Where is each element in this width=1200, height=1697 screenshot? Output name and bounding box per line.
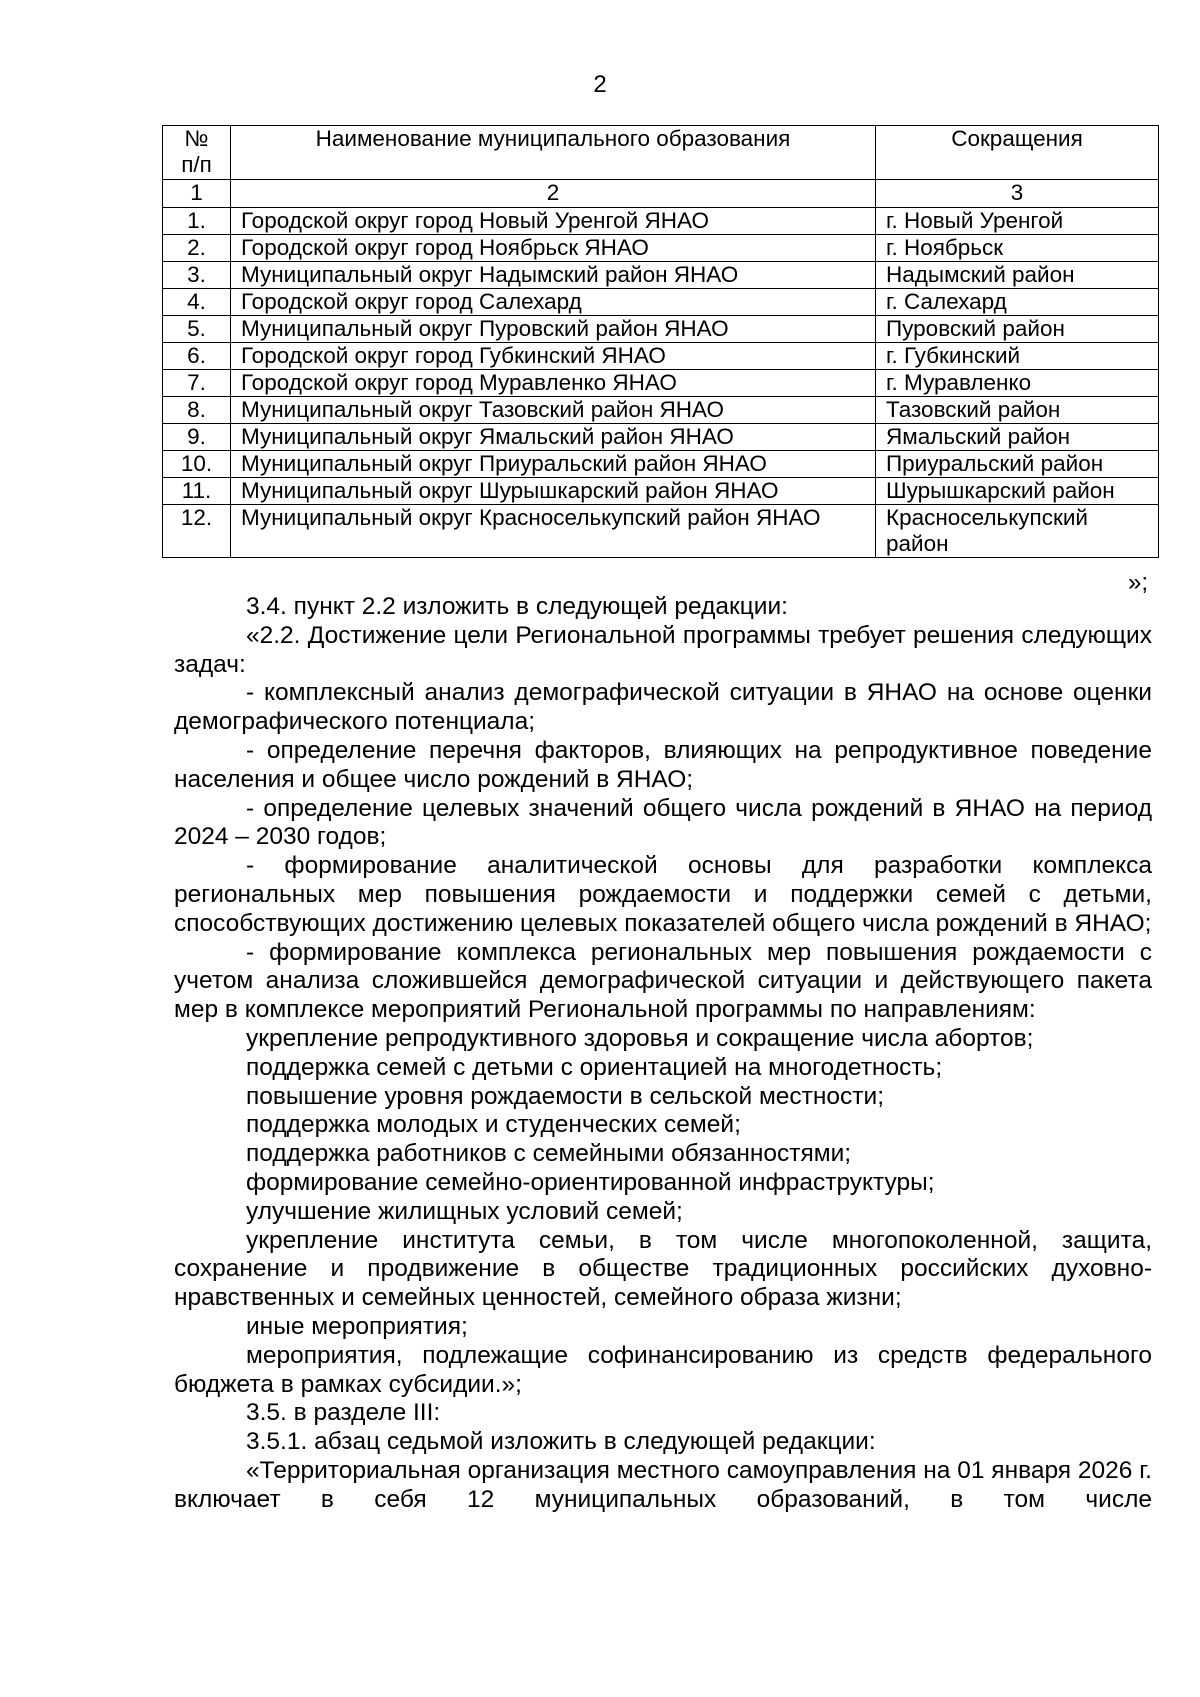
paragraph: - комплексный анализ демографической ситуации в ЯНАО на основе оценки демографического потенциала; xyxy=(174,679,1152,736)
municipalities-table xyxy=(162,125,1159,558)
row-name: Городской округ город Новый Уренгой ЯНАО xyxy=(231,208,876,235)
table-row xyxy=(163,370,1159,397)
index-cell: 1 xyxy=(163,180,231,208)
row-number: 4. xyxy=(163,289,231,316)
paragraph: - формирование комплекса региональных мер повышения рождаемости с учетом анализа сложившейся демографической ситуации и действующего пакета мер в комплексе мероприятий Региональной программы по направлениям: xyxy=(174,938,1152,1024)
row-abbreviation: Красноселькупский район xyxy=(876,505,1159,558)
table-row xyxy=(163,289,1159,316)
row-number: 3. xyxy=(163,262,231,289)
list-item: мероприятия, подлежащие софинансированию из средств федерального бюджета в рамках субсидии.»; xyxy=(174,1341,1152,1398)
list-item: укрепление института семьи, в том числе многопоколенной, защита, сохранение и продвижение в обществе традиционных российских духовно-нравственных и семейных ценностей, семейного образа жизни; xyxy=(174,1226,1152,1312)
row-name: Муниципальный округ Надымский район ЯНАО xyxy=(231,262,876,289)
list-item: поддержка работников с семейными обязанностями; xyxy=(246,1140,852,1168)
row-number: 11. xyxy=(163,478,231,505)
row-name: Муниципальный округ Красноселькупский район ЯНАО xyxy=(231,505,876,558)
row-number: 12. xyxy=(163,505,231,558)
list-item: иные мероприятия; xyxy=(246,1312,468,1340)
row-number: 8. xyxy=(163,397,231,424)
table-row xyxy=(163,424,1159,451)
row-number: 5. xyxy=(163,316,231,343)
row-abbreviation: Пуровский район xyxy=(876,316,1159,343)
list-item: поддержка семей с детьми с ориентацией на многодетность; xyxy=(246,1053,943,1081)
page-number: 2 xyxy=(593,71,607,98)
paragraph: - определение целевых значений общего числа рождений в ЯНАО на период 2024 – 2030 годов; xyxy=(174,794,1152,851)
table-header-row xyxy=(163,126,1159,180)
row-abbreviation: Тазовский район xyxy=(876,397,1159,424)
table-row xyxy=(163,478,1159,505)
header-number-line-1: № xyxy=(184,126,209,151)
row-name: Муниципальный округ Тазовский район ЯНАО xyxy=(231,397,876,424)
row-number: 1. xyxy=(163,208,231,235)
paragraph: - определение перечня факторов, влияющих на репродуктивное поведение населения и общее число рождений в ЯНАО; xyxy=(174,736,1152,793)
table-index-row xyxy=(163,180,1159,208)
table-row xyxy=(163,451,1159,478)
index-cell: 2 xyxy=(231,180,876,208)
row-name: Муниципальный округ Ямальский район ЯНАО xyxy=(231,424,876,451)
row-name: Городской округ город Губкинский ЯНАО xyxy=(231,343,876,370)
paragraph: 3.5. в разделе III: xyxy=(246,1399,441,1427)
table-row xyxy=(163,235,1159,262)
row-number: 2. xyxy=(163,235,231,262)
row-name: Муниципальный округ Пуровский район ЯНАО xyxy=(231,316,876,343)
paragraph: 3.5.1. абзац седьмой изложить в следующей редакции: xyxy=(246,1428,876,1456)
header-number-line-2: п/п xyxy=(181,152,212,177)
table-row xyxy=(163,397,1159,424)
row-abbreviation: г. Ноябрьск xyxy=(876,235,1159,262)
row-name: Городской округ город Салехард xyxy=(231,289,876,316)
row-number: 9. xyxy=(163,424,231,451)
header-name: Наименование муниципального образования xyxy=(231,126,876,180)
list-item: улучшение жилищных условий семей; xyxy=(246,1197,683,1225)
row-abbreviation: г. Салехард xyxy=(876,289,1159,316)
row-abbreviation: г. Губкинский xyxy=(876,343,1159,370)
row-abbreviation: Приуральский район xyxy=(876,451,1159,478)
row-abbreviation: г. Муравленко xyxy=(876,370,1159,397)
paragraph: - формирование аналитической основы для разработки комплекса региональных мер повышения рождаемости и поддержки семей с детьми, способствующих достижению целевых показателей общего числа рождений в ЯНАО; xyxy=(174,852,1152,937)
row-name: Муниципальный округ Приуральский район ЯНАО xyxy=(231,451,876,478)
table-row xyxy=(163,208,1159,235)
document-body xyxy=(174,593,1152,1515)
list-item: поддержка молодых и студенческих семей; xyxy=(246,1111,741,1139)
header-abbreviation: Сокращения xyxy=(876,126,1159,180)
paragraph: «2.2. Достижение цели Региональной программы требует решения следующих задач: xyxy=(174,621,1152,678)
table-row xyxy=(163,316,1159,343)
list-item: повышение уровня рождаемости в сельской местности; xyxy=(246,1082,885,1110)
header-number xyxy=(163,126,231,180)
table-row xyxy=(163,505,1159,558)
row-number: 6. xyxy=(163,343,231,370)
row-abbreviation: г. Новый Уренгой xyxy=(876,208,1159,235)
index-cell: 3 xyxy=(876,180,1159,208)
list-item: формирование семейно-ориентированной инфраструктуры; xyxy=(246,1168,935,1196)
row-name: Городской округ город Ноябрьск ЯНАО xyxy=(231,235,876,262)
table-row xyxy=(163,262,1159,289)
row-number: 10. xyxy=(163,451,231,478)
list-item: укрепление репродуктивного здоровья и сокращение числа абортов; xyxy=(246,1024,1034,1052)
row-name: Городской округ город Муравленко ЯНАО xyxy=(231,370,876,397)
row-name: Муниципальный округ Шурышкарский район ЯНАО xyxy=(231,478,876,505)
paragraph: 3.4. пункт 2.2 изложить в следующей редакции: xyxy=(246,593,788,620)
row-abbreviation: Шурышкарский район xyxy=(876,478,1159,505)
row-number: 7. xyxy=(163,370,231,397)
table-row xyxy=(163,343,1159,370)
row-abbreviation: Ямальский район xyxy=(876,424,1159,451)
row-abbreviation: Надымский район xyxy=(876,262,1159,289)
quote-closing-mark: »; xyxy=(1127,569,1148,596)
paragraph: «Территориальная организация местного самоуправления на 01 января 2026 г. включает в себя 12 муниципальных образований, в том числе xyxy=(174,1456,1152,1513)
